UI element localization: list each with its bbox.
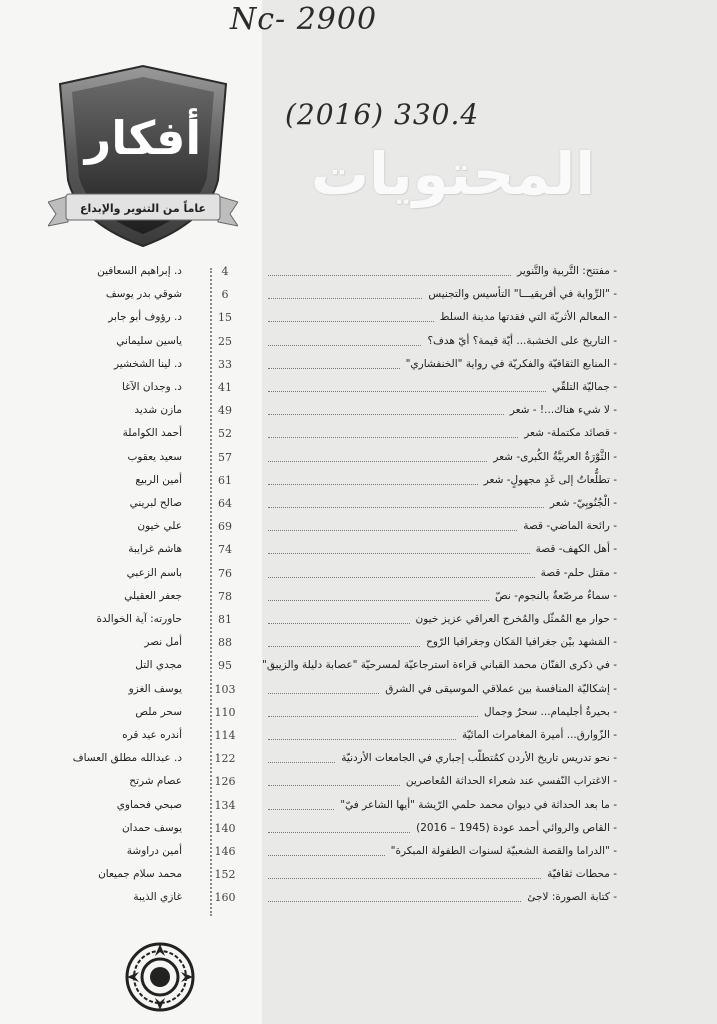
toc-row — [0, 888, 717, 910]
toc-leader-dots — [268, 461, 487, 462]
toc-title: - تطلُّعاتٌ إلى غَدٍ مجهولٍ- شعر — [483, 473, 617, 486]
toc-row — [0, 401, 717, 423]
toc-title: - المَشهد بيْن جغرافيا المَكان وجغرافيا الرّوح — [426, 636, 617, 649]
toc-page-number: 114 — [214, 729, 236, 742]
toc-author: أمين دراوشة — [126, 845, 182, 857]
toc-page-number: 57 — [218, 450, 232, 464]
toc-leader-dots — [268, 530, 517, 531]
toc-title: - الْجُنُوبِيّ- شعر — [549, 497, 617, 509]
toc-row — [0, 796, 717, 818]
toc-page-number: 152 — [214, 868, 236, 882]
toc-author: هاشم غرايبة — [128, 543, 182, 556]
toc-leader-dots — [268, 345, 421, 346]
toc-page-number: 74 — [218, 543, 232, 557]
toc-page-number: 140 — [214, 821, 236, 835]
toc-author: مازن شديد — [134, 404, 182, 417]
toc-page-number: 61 — [218, 473, 232, 487]
toc-title: - مقتل حلم- قصة — [540, 566, 617, 579]
toc-page-number: 122 — [214, 752, 236, 766]
toc-author: صالح لبريني — [129, 497, 182, 509]
toc-leader-dots — [268, 391, 546, 392]
toc-row — [0, 610, 717, 632]
toc-page-number: 6 — [221, 288, 229, 302]
toc-title: - أهل الكهف- قصة — [535, 543, 617, 556]
toc-title: - إشكاليّة المنافسة بين عملاقي الموسيقى في الشرق — [385, 682, 617, 695]
toc-row — [0, 587, 717, 609]
toc-row — [0, 842, 717, 864]
toc-author: غازي الذيبة — [133, 891, 182, 904]
handwritten-call-number: (2016) 330.4 — [285, 98, 480, 131]
toc-author: سعيد يعقوب — [127, 450, 182, 463]
toc-page-number: 4 — [221, 265, 229, 278]
toc-title: - ما بعد الحداثة في ديوان محمد حلمي الرّيشة "أيها الشاعر فيّ" — [340, 798, 617, 811]
toc-leader-dots — [268, 832, 410, 833]
toc-author: يوسف حمدان — [121, 821, 182, 834]
toc-title: - الزّوارق... أميرة المغامرات المائيّة — [461, 729, 617, 741]
toc-row — [0, 285, 717, 307]
toc-page-number: 76 — [218, 566, 232, 580]
toc-row — [0, 564, 717, 586]
toc-row — [0, 424, 717, 446]
toc-leader-dots — [268, 275, 511, 276]
logo-title: أفكار — [84, 111, 202, 165]
toc-author: علي خيون — [137, 520, 182, 533]
toc-page-number: 160 — [214, 891, 236, 905]
toc-title: - مفتتح: التَّربية والتَّنوير — [517, 265, 617, 277]
toc-author: أمل نصر — [144, 636, 182, 649]
handwritten-accession-number: Nc- 2900 — [230, 2, 378, 37]
toc-title: - جماليّة التلقّي — [551, 381, 617, 393]
toc-author: أحمد الكواملة — [122, 427, 182, 440]
toc-page-number: 69 — [218, 520, 232, 534]
toc-leader-dots — [268, 693, 379, 694]
toc-page-number: 78 — [218, 589, 232, 603]
toc-leader-dots — [268, 553, 530, 554]
toc-author: باسم الزعبي — [126, 566, 182, 579]
toc-title: - المعالم الأثريّة التي فقدتها مدينة السلط — [439, 311, 617, 324]
toc-leader-dots — [268, 577, 535, 578]
toc-row — [0, 703, 717, 725]
toc-page-number: 33 — [218, 357, 232, 371]
toc-title: - الاغتراب النّفسي عند شعراء الحداثة المُعاصرين — [405, 775, 617, 788]
toc-author: صبحي فحماوي — [116, 798, 182, 811]
toc-title: - "الدراما والقصة الشعبيّة لسنوات الطفولة المبكرة" — [390, 845, 617, 857]
toc-row — [0, 262, 717, 284]
toc-title: - رائحة الماضي- قصة — [523, 520, 617, 533]
toc-author: يوسف الغزو — [128, 682, 182, 695]
toc-page-number: 64 — [218, 497, 232, 510]
toc-row — [0, 865, 717, 887]
toc-row — [0, 680, 717, 702]
toc-page-number: 81 — [218, 613, 232, 626]
toc-page-number: 103 — [214, 682, 236, 696]
toc-title: - في ذكرى الفنّان محمد القباني قراءة استرجاعيّة لمسرحيّة "عصابة دليلة والزيبق" — [262, 659, 617, 672]
toc-row — [0, 448, 717, 470]
toc-title: - الثَّوْرَةُ العربيَّةُ الكُبرى- شعر — [493, 450, 617, 463]
toc-row — [0, 517, 717, 539]
toc-row — [0, 308, 717, 330]
toc-page-number: 41 — [218, 381, 232, 394]
toc-page-number: 134 — [214, 798, 236, 812]
toc-title: - القاص والروائي أحمد عودة (1945 – 2016) — [416, 821, 617, 834]
toc-leader-dots — [268, 484, 478, 485]
toc-leader-dots — [268, 669, 278, 670]
toc-leader-dots — [268, 321, 434, 322]
toc-title: - المنابع الثقافيّة والفكريّة في رواية "الخنفشاري" — [405, 357, 617, 370]
toc-row — [0, 633, 717, 655]
toc-author: حاورته: آية الخوالدة — [96, 613, 182, 625]
page-title: المحتويات — [310, 140, 596, 208]
toc-row — [0, 378, 717, 400]
toc-leader-dots — [268, 414, 504, 415]
toc-page-number: 146 — [214, 845, 236, 858]
toc-leader-dots — [268, 901, 521, 902]
toc-row — [0, 332, 717, 354]
toc-row — [0, 355, 717, 377]
toc-author: د. لينا الشخشير — [113, 357, 182, 370]
toc-page-number: 49 — [218, 404, 232, 418]
toc-author: د. إبراهيم السعافين — [97, 265, 182, 277]
toc-leader-dots — [268, 762, 335, 763]
toc-author: أندره عيد قره — [122, 729, 182, 741]
toc-title: - حوار مع المُمثّل والمُخرج العراقي عزيز خيون — [415, 613, 617, 625]
toc-author: ياسين سليماني — [116, 334, 182, 347]
toc-title: - سماءٌ مرصّعةٌ بالنجوم- نصّ — [495, 589, 617, 602]
toc-leader-dots — [268, 855, 385, 856]
toc-page-number: 110 — [214, 705, 236, 719]
toc-author: أمين الربيع — [135, 473, 182, 486]
toc-leader-dots — [268, 716, 478, 717]
toc-leader-dots — [268, 298, 422, 299]
toc-title: - قصائد مكتملة- شعر — [524, 427, 617, 440]
toc-row — [0, 772, 717, 794]
toc-title: - كتابة الصورة: لاجئ — [527, 891, 617, 904]
toc-author: د. عبدالله مطلق العساف — [72, 752, 182, 765]
toc-row — [0, 494, 717, 516]
toc-leader-dots — [268, 437, 518, 438]
toc-row — [0, 819, 717, 841]
toc-row — [0, 749, 717, 771]
toc-leader-dots — [268, 507, 544, 508]
toc-page-number: 126 — [214, 775, 236, 789]
toc-leader-dots — [268, 646, 420, 647]
toc-title: - "الرِّواية في أفريقيـــا" التأسيس والتجنيس — [428, 288, 617, 301]
toc-leader-dots — [268, 878, 541, 879]
toc-title: - لا شيء هناك...! - شعر — [509, 404, 617, 417]
toc-leader-dots — [268, 809, 334, 810]
toc-row — [0, 656, 717, 678]
toc-leader-dots — [268, 785, 400, 786]
afkar-logo — [48, 62, 238, 252]
toc-title: - التاريخ على الخشبة... أيّة قيمة؟ أيّ هدف؟ — [427, 334, 617, 347]
toc-title: - محطات ثقافيّة — [547, 868, 617, 881]
toc-author: عصام شرتح — [129, 775, 182, 788]
toc-row — [0, 726, 717, 748]
toc-author: شوقي بدر يوسف — [105, 288, 182, 301]
toc-title: - بحيرةُ أجليمام... سحرٌ وجمال — [484, 705, 617, 718]
toc-leader-dots — [268, 368, 400, 369]
toc-leader-dots — [268, 600, 489, 601]
toc-page-number: 95 — [218, 659, 232, 673]
toc-author: سحر ملص — [135, 705, 182, 718]
toc-page-number: 88 — [218, 636, 232, 650]
toc-title: - نحو تدريس تاريخ الأردن كمُتطلّب إجباري في الجامعات الأردنيّة — [341, 752, 617, 765]
toc-author: د. وجدان الآغا — [122, 381, 182, 393]
table-of-contents — [0, 262, 717, 922]
toc-page-number: 52 — [218, 427, 232, 441]
toc-author: محمد سلام جميعان — [98, 868, 182, 881]
toc-author: د. رؤوف أبو جابر — [108, 311, 182, 324]
toc-leader-dots — [268, 623, 410, 624]
toc-author: جعفر العقيلي — [124, 589, 182, 602]
toc-row — [0, 540, 717, 562]
toc-row — [0, 471, 717, 493]
toc-page-number: 25 — [218, 334, 232, 348]
ornament-emblem — [125, 942, 195, 1012]
toc-page-number: 15 — [218, 311, 232, 325]
toc-author: مجدي التل — [135, 659, 182, 672]
toc-leader-dots — [268, 739, 456, 740]
logo-ribbon-text: عاماً من التنوير والإبداع — [79, 202, 207, 215]
